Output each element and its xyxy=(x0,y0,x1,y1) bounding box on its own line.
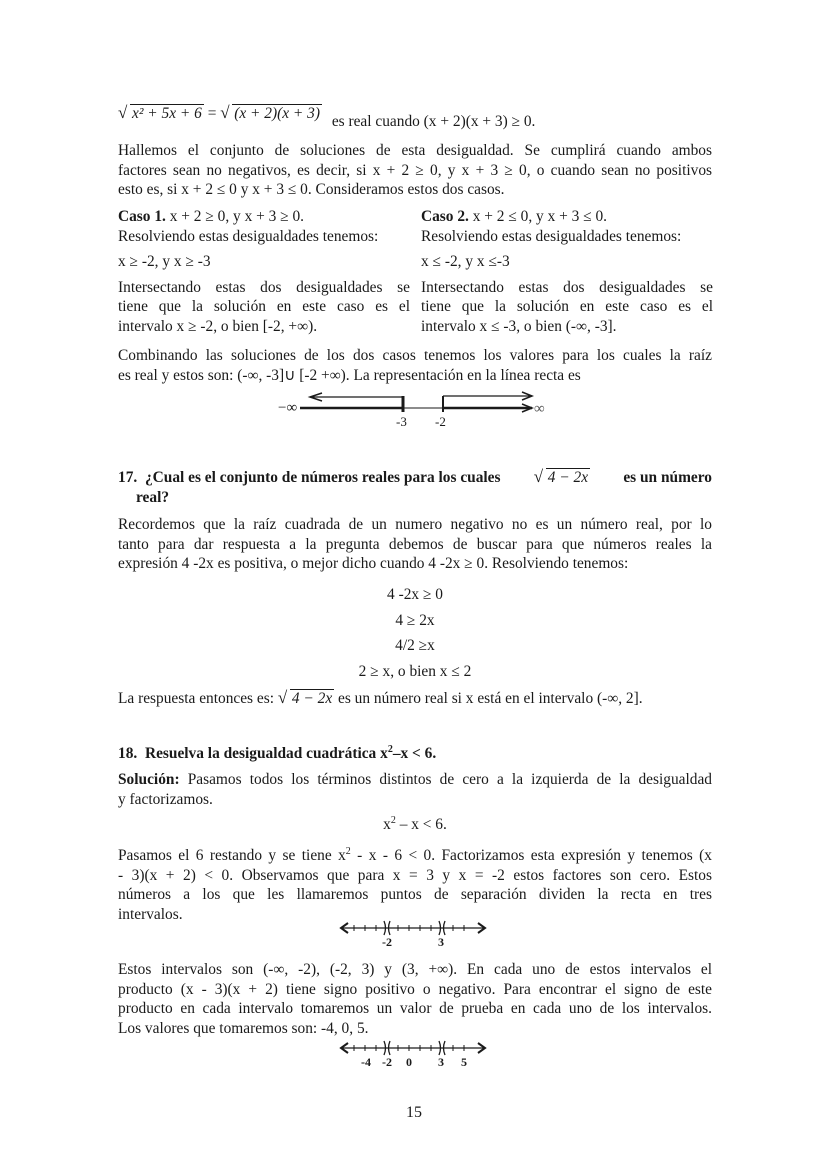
sqrt-expression: √ x² + 5x + 6 xyxy=(118,104,204,124)
sqrt-factored: √ (x + 2)(x + 3) xyxy=(220,104,322,124)
infinity-label: ∞ xyxy=(534,401,545,417)
question-title-tail: es un número xyxy=(623,469,712,486)
text-line: Estos intervalos son (-∞, -2), (-2, 3) y (3, +∞). En cada uno de estos intervalos el xyxy=(118,961,712,978)
question-number: 18. xyxy=(118,745,138,762)
number-line-separation xyxy=(338,918,490,948)
question-title: ¿Cual es el conjunto de números reales para los cuales xyxy=(144,469,501,486)
question-number: 17. xyxy=(118,469,138,486)
case-resolving: Resolviendo estas desigualdades tenemos: xyxy=(118,227,379,245)
sqrt-4-2x: √ 4 − 2x xyxy=(534,468,590,488)
text-line: tanto para dar respuesta a la pregunta debemos de buscar para que números reales la xyxy=(118,535,712,553)
step: 2 ≥ x, o bien x ≤ 2 xyxy=(358,662,472,680)
q18-equation: $x^2 - x < 6$. xyxy=(383,815,447,833)
text-line: tiene que la solución en este caso es el xyxy=(118,298,410,315)
text-line: producto en cada intervalo tomaremos un valor de prueba en cada uno de los intervalos. xyxy=(118,1000,712,1017)
case-condition: x + 2 ≥ 0, y x + 3 ≥ 0. xyxy=(165,208,305,225)
step: 4 ≥ 2x xyxy=(395,611,435,629)
text-line: Intersectando estas dos desigualdades se xyxy=(421,278,713,296)
text-line: números a los que les llamaremos puntos de separación dividen la recta en tres xyxy=(118,886,712,903)
question-title: Resuelva la desigualdad cuadrática x xyxy=(144,745,388,762)
question-title-tail: –x < 6. xyxy=(392,745,437,762)
text-line: factores sean no negativos, es decir, si x + 2 ≥ 0, y x + 3 ≥ 0, o cuando sean no positivos xyxy=(118,161,712,179)
answer-tail: es un número real si x está en el intervalo (-∞, 2]. xyxy=(338,690,643,707)
case-resolving: Resolviendo estas desigualdades tenemos: xyxy=(421,227,682,245)
q17-paragraph xyxy=(118,515,712,574)
q18-paragraph-2: Pasamos el 6 restando y se tiene $x^2 - x - 6 < 0$. Factorizamos esta expresión y tenemos (x - 3)(x + 2) < 0. Observamos que para x = 3 y x = -2 estos factores son cero. Estos números a los que les llamaremos puntos de separación dividen la recta en tres intervalos. xyxy=(118,846,712,923)
tick-label: -3 xyxy=(396,414,407,429)
solution-label: Solución: xyxy=(118,771,180,788)
intro-formula: √ x² + 5x + 6 = √ (x + 2)(x + 3) es real cuando (x + 2)(x + 3) ≥ 0. xyxy=(118,104,712,124)
q17-answer xyxy=(118,689,712,709)
text-line: Los valores que tomaremos son: -4, 0, 5. xyxy=(118,1019,369,1037)
text-line: Hallemos el conjunto de soluciones de esta desigualdad. Se cumplirá cuando ambos xyxy=(118,142,712,159)
text-line: intervalo x ≤ -3, o bien (-∞, -3]. xyxy=(421,317,617,335)
step: 4/2 ≥x xyxy=(395,637,435,654)
step: 4 -2x ≥ 0 xyxy=(387,586,443,603)
text-line: expresión 4 -2x es positiva, o mejor dicho cuando 4 -2x ≥ 0. Resolviendo tenemos: xyxy=(118,555,629,572)
formula-tail: es real cuando (x + 2)(x + 3) ≥ 0. xyxy=(331,113,536,130)
intro-paragraph xyxy=(118,141,712,200)
text-line: es real y estos son: (-∞, -3]∪ [-2 +∞). La representación en la línea recta es xyxy=(118,366,581,384)
q17-heading xyxy=(118,468,712,507)
case-title: Caso 2. xyxy=(421,208,469,225)
tick-label: -2 xyxy=(382,935,392,948)
text-line: intervalos. xyxy=(118,905,183,923)
case-result: x ≤ -2, y x ≤-3 xyxy=(421,253,510,270)
answer-lead: La respuesta entonces es: xyxy=(118,690,274,707)
text-line: Pasamos todos los términos distintos de cero a la izquierda de la desigualdad xyxy=(179,771,712,788)
q18-paragraph-3 xyxy=(118,960,712,1038)
case-condition: x + 2 ≤ 0, y x + 3 ≤ 0. xyxy=(468,208,608,225)
text-line: Combinando las soluciones de los dos casos tenemos los valores para los cuales la raíz xyxy=(118,347,712,364)
sqrt-4-2x: √ 4 − 2x xyxy=(278,689,334,709)
tick-label: 3 xyxy=(438,935,444,948)
tick-label: -2 xyxy=(435,414,446,429)
text-line: Recordemos que la raíz cuadrada de un numero negativo no es un número real, por lo xyxy=(118,516,712,533)
text-line: - 3)(x + 2) < 0. Observamos que para x = 3 y x = -2 estos factores son cero. Estos xyxy=(118,866,712,884)
case-result: x ≥ -2, y x ≥ -3 xyxy=(118,253,211,270)
case-1 xyxy=(118,207,410,336)
tick-label: 5 xyxy=(461,1055,467,1068)
tick-label: -4 xyxy=(361,1055,371,1068)
text-line: tiene que la solución en este caso es el xyxy=(421,298,713,315)
text-line: intervalo x ≥ -2, o bien [-2, +∞). xyxy=(118,317,318,335)
number-line-union xyxy=(270,390,560,432)
text-line: Intersectando estas dos desigualdades se xyxy=(118,278,410,296)
q18-solution xyxy=(118,770,712,809)
case-title: Caso 1. xyxy=(118,208,166,225)
case-2 xyxy=(421,207,713,336)
q17-steps xyxy=(118,582,712,684)
text-line: y factorizamos. xyxy=(118,790,213,808)
combine-paragraph xyxy=(118,346,712,385)
text-line: esto es, si x + 2 ≤ 0 y x + 3 ≤ 0. Consideramos estos dos casos. xyxy=(118,181,505,198)
question-title-line2: real? xyxy=(136,488,170,506)
page-number: 15 xyxy=(406,1104,422,1121)
q18-heading: 18. Resuelva la desigualdad cuadrática $x^2-x < 6$. xyxy=(118,744,437,762)
neg-infinity-label: −∞ xyxy=(278,400,298,416)
tick-label: 0 xyxy=(406,1055,412,1068)
text-line: producto (x - 3)(x + 2) tiene signo positivo o negativo. Para encontrar el signo de este xyxy=(118,980,712,998)
number-line-test-values xyxy=(338,1038,490,1068)
tick-label: 3 xyxy=(438,1055,444,1068)
tick-label: -2 xyxy=(382,1055,392,1068)
